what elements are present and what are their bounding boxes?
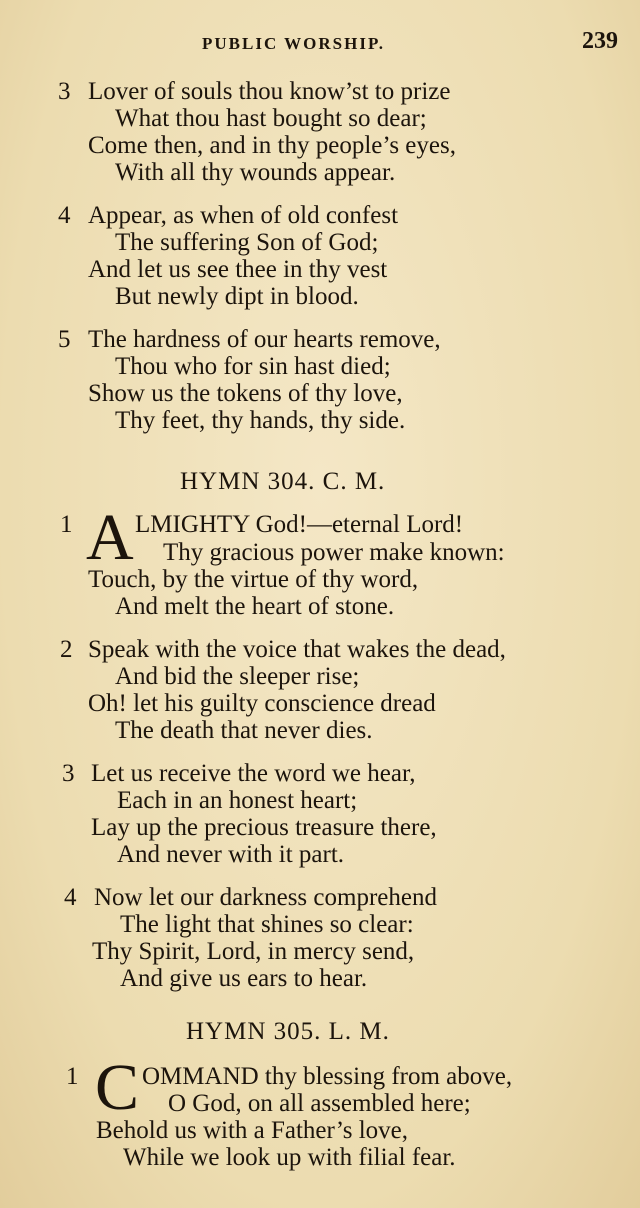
verse-line: The death that never dies. bbox=[115, 717, 373, 744]
stanza-number: 1 bbox=[66, 1063, 79, 1090]
running-head: PUBLIC WORSHIP. bbox=[202, 34, 386, 53]
stanza-number: 3 bbox=[62, 760, 75, 787]
verse-line: Speak with the voice that wakes the dead, bbox=[88, 636, 506, 663]
verse-line: What thou hast bought so dear; bbox=[115, 105, 427, 132]
stanza-number: 1 bbox=[60, 511, 73, 538]
stanza-number: 3 bbox=[58, 78, 71, 105]
verse-line: With all thy wounds appear. bbox=[115, 159, 396, 186]
verse-line: Oh! let his guilty conscience dread bbox=[88, 690, 436, 717]
verse-line: But newly dipt in blood. bbox=[115, 283, 359, 310]
verse-line: And bid the sleeper rise; bbox=[115, 663, 360, 690]
verse-line: The hardness of our hearts remove, bbox=[88, 326, 441, 353]
verse-line: O God, on all assembled here; bbox=[168, 1090, 471, 1117]
verse-line: While we look up with filial fear. bbox=[123, 1144, 456, 1171]
verse-line: Behold us with a Father’s love, bbox=[96, 1117, 408, 1144]
verse-line: And give us ears to hear. bbox=[120, 965, 368, 992]
verse-line: Thy Spirit, Lord, in mercy send, bbox=[92, 938, 415, 965]
verse-line: Now let our darkness comprehend bbox=[94, 884, 437, 911]
verse-line: And never with it part. bbox=[117, 841, 345, 868]
stanza-number: 4 bbox=[58, 202, 71, 229]
verse-line: Touch, by the virtue of thy word, bbox=[88, 566, 419, 593]
verse-line: Lover of souls thou know’st to prize bbox=[88, 78, 451, 105]
verse-line: And let us see thee in thy vest bbox=[88, 256, 388, 283]
drop-cap: C bbox=[95, 1051, 140, 1124]
verse-line: LMIGHTY God!—eternal Lord! bbox=[135, 511, 464, 538]
verse-line: Thy gracious power make known: bbox=[163, 539, 505, 566]
verse-line: And melt the heart of stone. bbox=[115, 593, 395, 620]
verse-line: Thy feet, thy hands, thy side. bbox=[115, 407, 406, 434]
verse-line: Thou who for sin hast died; bbox=[115, 353, 391, 380]
stanza-number: 4 bbox=[64, 884, 77, 911]
verse-line: Lay up the precious treasure there, bbox=[91, 814, 437, 841]
page-header bbox=[0, 30, 640, 60]
verse-line: Come then, and in thy people’s eyes, bbox=[88, 132, 456, 159]
stanza-number: 2 bbox=[60, 636, 73, 663]
verse-line: Each in an honest heart; bbox=[117, 787, 358, 814]
verse-line: Show us the tokens of thy love, bbox=[88, 380, 403, 407]
drop-cap: A bbox=[86, 501, 134, 574]
stanza-number: 5 bbox=[58, 326, 71, 353]
page-number: 239 bbox=[582, 28, 618, 54]
hymn-305-title: HYMN 305. L. M. bbox=[186, 1018, 390, 1045]
verse-line: The light that shines so clear: bbox=[120, 911, 414, 938]
hymn-304-title: HYMN 304. C. M. bbox=[180, 468, 386, 495]
verse-line: Appear, as when of old confest bbox=[88, 202, 399, 229]
verse-line: OMMAND thy blessing from above, bbox=[142, 1063, 513, 1090]
verse-line: The suffering Son of God; bbox=[115, 229, 379, 256]
verse-line: Let us receive the word we hear, bbox=[91, 760, 416, 787]
